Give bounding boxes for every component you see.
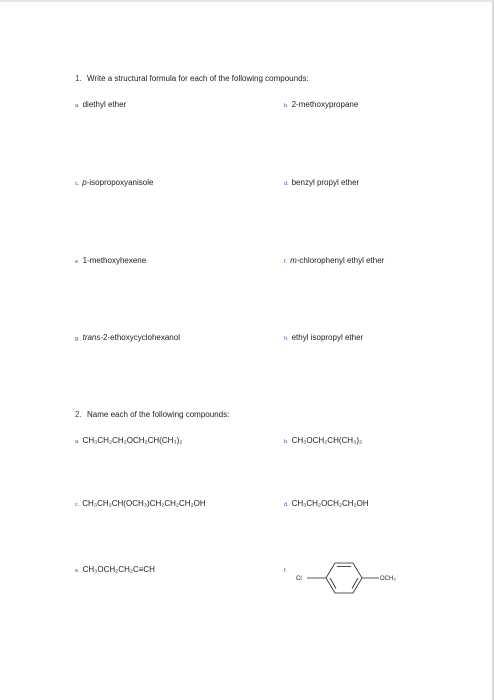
- item-text: ethyl isopropyl ether: [291, 333, 364, 342]
- q2-item-e: [75, 565, 155, 574]
- question-text: Name each of the following compounds:: [87, 410, 230, 419]
- item-label: f.: [284, 568, 288, 574]
- item-formula: CH₃CH₂CH(OCH₃)CH₂CH₂CH₂OH: [82, 499, 206, 508]
- item-label: c.: [75, 181, 80, 187]
- item-prefix: m-: [290, 256, 300, 265]
- item-formula: CH₃CH₂CH₂OCH₂CH(CH₃)₂: [82, 436, 183, 445]
- item-label: h.: [284, 336, 289, 342]
- q1-item-c: [75, 178, 153, 187]
- item-formula: CH₃OCH₂CH(CH₃)₂: [291, 436, 363, 445]
- item-label: e.: [75, 568, 80, 574]
- item-text: chlorophenyl ethyl ether: [299, 256, 385, 265]
- item-formula: CH₃CH₂OCH₂CH₂OH: [291, 499, 369, 508]
- question-text: Write a structural formula for each of the following compounds:: [87, 74, 309, 83]
- item-text: 1-methoxyhexene: [82, 256, 147, 265]
- q2-item-d: [284, 499, 369, 508]
- question-1: [75, 74, 309, 83]
- q1-item-b: [284, 100, 358, 109]
- structure-left-label: Cl: [296, 576, 302, 582]
- item-label: c.: [75, 502, 80, 508]
- question-number: 2.: [75, 410, 82, 419]
- q1-item-h: [284, 333, 363, 342]
- item-label: f.: [284, 259, 288, 265]
- question-2: [75, 410, 229, 419]
- item-label: a.: [75, 439, 80, 445]
- q1-item-g: [75, 333, 180, 342]
- item-text: 2-methoxypropane: [291, 100, 359, 109]
- item-label: b.: [284, 439, 289, 445]
- item-prefix: trans-: [82, 333, 104, 342]
- q1-item-f: [284, 256, 384, 265]
- item-text: diethyl ether: [82, 100, 127, 109]
- q2-item-b: [284, 436, 362, 445]
- q2-item-a: [75, 436, 182, 445]
- q1-item-a: [75, 100, 126, 109]
- structure-right-label: OCH₃: [380, 576, 396, 582]
- item-text: 2-ethoxycyclohexanol: [103, 333, 180, 342]
- item-formula: CH₃OCH₂CH₂C≡CH: [82, 565, 155, 574]
- q1-item-e: [75, 256, 146, 265]
- structure-diagram: [290, 557, 410, 597]
- q2-item-c: [75, 499, 206, 508]
- item-label: e.: [75, 259, 80, 265]
- item-label: d.: [284, 502, 289, 508]
- question-number: 1.: [75, 74, 82, 83]
- q1-item-d: [284, 178, 359, 187]
- benzene-ring: [326, 563, 362, 593]
- item-label: d.: [284, 181, 289, 187]
- item-label: g.: [75, 336, 80, 342]
- item-label: b.: [284, 103, 289, 109]
- item-label: a.: [75, 103, 80, 109]
- item-prefix: p-: [82, 178, 90, 187]
- item-text: isopropoxyanisole: [89, 178, 154, 187]
- item-text: benzyl propyl ether: [291, 178, 360, 187]
